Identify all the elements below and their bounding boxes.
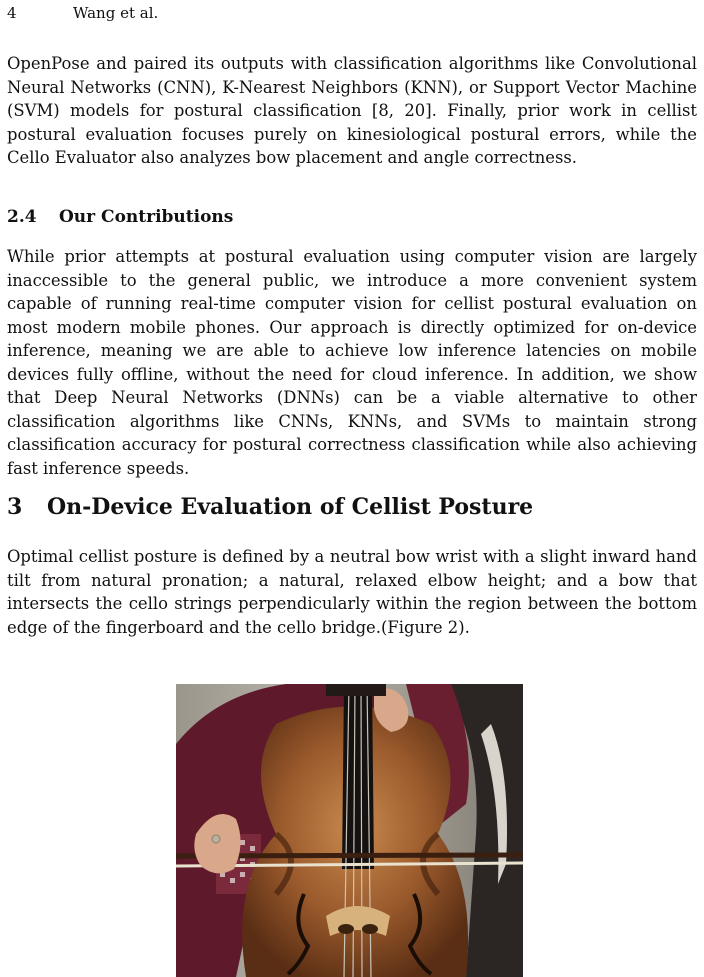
cello-photo-image [176,684,523,977]
section-number: 2.4 [7,207,37,227]
section-heading-2-4 [7,207,233,227]
section-title: Our Contributions [59,207,234,227]
section-heading-3 [7,494,533,520]
section-number: 3 [7,494,23,520]
paragraph-contributions: While prior attempts at postural evaluation using computer vision are largely inaccessible to the general public, we introduce a more convenient system capable of running real-time computer vision for cellist postural evaluation on most modern mobile phones. Our approach is directly optimized for on-device inference, meaning we are able to achieve low inference latencies on mobile devices fully offline, without the need for cloud inference. In addition, we show that Deep Neural Networks (DNNs) can be a viable alternative to other classification algorithms like CNNs, KNNs, and SVMs to maintain strong classification accuracy for postural correctness classification while also achieving fast inference speeds. [7,247,697,478]
running-head [7,4,158,22]
section-title: On-Device Evaluation of Cellist Posture [47,494,534,520]
figure-2-cello-photo [176,684,523,977]
paragraph-related-work-end: OpenPose and paired its outputs with classification algorithms like Convolutional Neural Networks (CNN), K-Nearest Neighbors (KNN), or Support Vector Machine (SVM) models for postural classification [8, 20]. Finally, prior work in cellist postural evaluation focuses purely on kinesiological postural errors, while the Cello Evaluator also analyzes bow placement and angle correctness. [7,54,697,167]
page-number: 4 [7,4,17,22]
paragraph-posture-definition: Optimal cellist posture is defined by a neutral bow wrist with a slight inward hand tilt from natural pronation; a natural, relaxed elbow height; and a bow that intersects the cello strings perpendicularly within the region between the bottom edge of the fingerboard and the cello bridge.(Figure 2). [7,547,697,637]
running-head-authors: Wang et al. [73,4,159,22]
